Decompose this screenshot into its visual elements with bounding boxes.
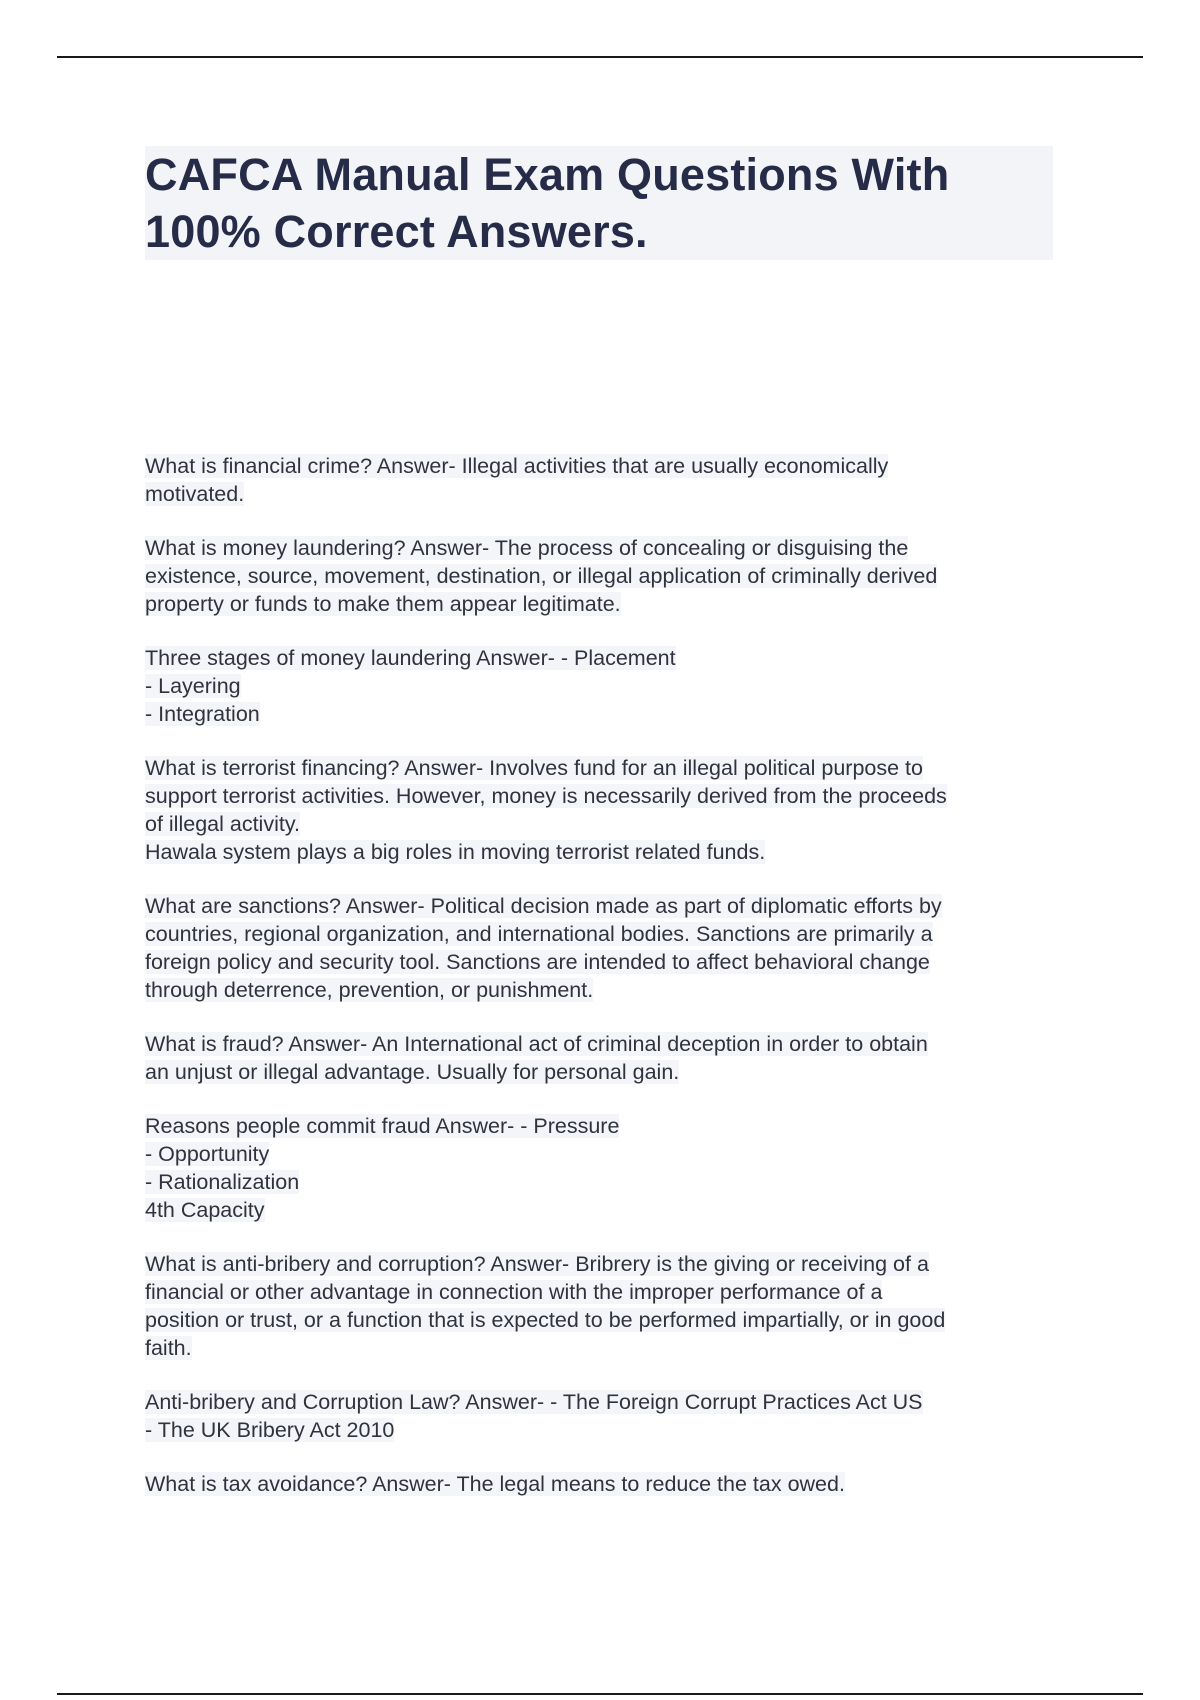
qa-line bbox=[145, 1112, 1075, 1140]
qa-line-text: Hawala system plays a big roles in moving terrorist related funds. bbox=[145, 840, 766, 864]
qa-line-text: support terrorist activities. However, money is necessarily derived from the proceeds bbox=[145, 784, 947, 808]
qa-line bbox=[145, 534, 1075, 562]
qa-line-text: financial or other advantage in connection with the improper performance of a bbox=[145, 1280, 883, 1304]
qa-item bbox=[145, 452, 1075, 508]
qa-line-text: foreign policy and security tool. Sanctions are intended to affect behavioral change bbox=[145, 950, 930, 974]
qa-line-text: property or funds to make them appear legitimate. bbox=[145, 592, 621, 616]
qa-line-text: What is tax avoidance? Answer- The legal means to reduce the tax owed. bbox=[145, 1472, 845, 1496]
qa-line-text: an unjust or illegal advantage. Usually for personal gain. bbox=[145, 1060, 680, 1084]
qa-line bbox=[145, 1306, 1075, 1334]
qa-line-text: through deterrence, prevention, or punishment. bbox=[145, 978, 594, 1002]
qa-line-text: - Opportunity bbox=[145, 1142, 270, 1166]
qa-line bbox=[145, 920, 1075, 948]
qa-line-text: existence, source, movement, destination, or illegal application of criminally derived bbox=[145, 564, 938, 588]
qa-line bbox=[145, 1416, 1075, 1444]
qa-item bbox=[145, 892, 1075, 1004]
qa-line-text: - Layering bbox=[145, 674, 241, 698]
qa-item bbox=[145, 1250, 1075, 1362]
qa-line bbox=[145, 590, 1075, 618]
qa-item bbox=[145, 754, 1075, 866]
qa-line-text: - The UK Bribery Act 2010 bbox=[145, 1418, 395, 1442]
qa-line bbox=[145, 1168, 1075, 1196]
qa-line-text: 4th Capacity bbox=[145, 1198, 265, 1222]
qa-line bbox=[145, 672, 1075, 700]
qa-line-text: countries, regional organization, and international bodies. Sanctions are primarily a bbox=[145, 922, 933, 946]
top-rule bbox=[57, 56, 1143, 58]
qa-line bbox=[145, 1250, 1075, 1278]
qa-line bbox=[145, 1278, 1075, 1306]
qa-line-text: What is fraud? Answer- An International act of criminal deception in order to obtain bbox=[145, 1032, 928, 1056]
qa-line-text: - Integration bbox=[145, 702, 260, 726]
qa-line bbox=[145, 480, 1075, 508]
qa-item bbox=[145, 1388, 1075, 1444]
qa-line bbox=[145, 892, 1075, 920]
qa-line bbox=[145, 754, 1075, 782]
qa-item bbox=[145, 1112, 1075, 1224]
qa-line-text: What are sanctions? Answer- Political decision made as part of diplomatic efforts by bbox=[145, 894, 942, 918]
qa-line-text: Anti-bribery and Corruption Law? Answer- - The Foreign Corrupt Practices Act US bbox=[145, 1390, 923, 1414]
qa-line bbox=[145, 976, 1075, 1004]
qa-line bbox=[145, 1058, 1075, 1086]
qa-line-text: What is anti-bribery and corruption? Answer- Bribrery is the giving or receiving of a bbox=[145, 1252, 929, 1276]
qa-line-text: - Rationalization bbox=[145, 1170, 300, 1194]
qa-line-text: Reasons people commit fraud Answer- - Pressure bbox=[145, 1114, 620, 1138]
qa-line bbox=[145, 1334, 1075, 1362]
qa-item bbox=[145, 1030, 1075, 1086]
qa-line-text: faith. bbox=[145, 1336, 192, 1360]
qa-line bbox=[145, 948, 1075, 976]
qa-line bbox=[145, 700, 1075, 728]
qa-line bbox=[145, 1196, 1075, 1224]
qa-line bbox=[145, 644, 1075, 672]
qa-line-text: Three stages of money laundering Answer- - Placement bbox=[145, 646, 676, 670]
qa-line bbox=[145, 838, 1075, 866]
qa-item bbox=[145, 534, 1075, 618]
qa-line bbox=[145, 782, 1075, 810]
qa-line-text: What is money laundering? Answer- The process of concealing or disguising the bbox=[145, 536, 909, 560]
bottom-rule bbox=[57, 1693, 1143, 1695]
qa-line bbox=[145, 562, 1075, 590]
qa-item bbox=[145, 1470, 1075, 1498]
qa-item bbox=[145, 644, 1075, 728]
qa-line-text: motivated. bbox=[145, 482, 245, 506]
qa-line bbox=[145, 1388, 1075, 1416]
qa-line bbox=[145, 452, 1075, 480]
qa-line-text: position or trust, or a function that is expected to be performed impartially, or in good bbox=[145, 1308, 946, 1332]
qa-line bbox=[145, 1030, 1075, 1058]
qa-line bbox=[145, 1140, 1075, 1168]
qa-list bbox=[145, 452, 1075, 1524]
qa-line-text: What is financial crime? Answer- Illegal activities that are usually economically bbox=[145, 454, 889, 478]
qa-line bbox=[145, 1470, 1075, 1498]
qa-line-text: of illegal activity. bbox=[145, 812, 300, 836]
qa-line bbox=[145, 810, 1075, 838]
title-block bbox=[145, 146, 1053, 260]
document-title: CAFCA Manual Exam Questions With 100% Correct Answers. bbox=[145, 149, 950, 257]
qa-line-text: What is terrorist financing? Answer- Involves fund for an illegal political purpose to bbox=[145, 756, 923, 780]
